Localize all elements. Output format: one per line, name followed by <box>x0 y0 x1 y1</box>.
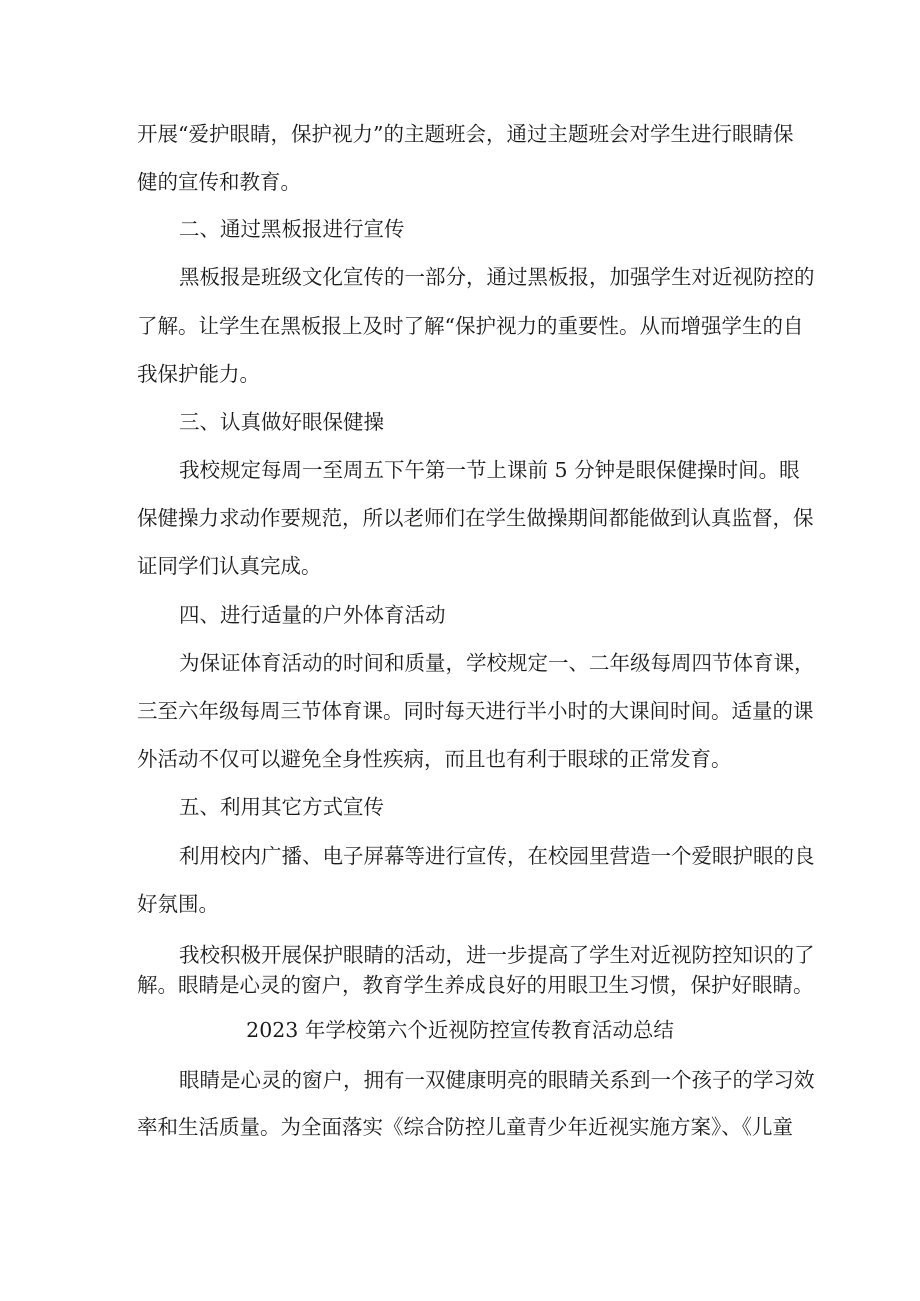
body-text-line: 黑板报是班级文化宣传的一部分，通过黑板报，加强学生对近视防控的 <box>179 265 815 289</box>
body-text-line: 我保护能力。 <box>137 362 260 386</box>
body-text-line: 为保证体育活动的时间和质量，学校规定一、二年级每周四节体育课， <box>179 651 815 675</box>
body-text-line: 外活动不仅可以避免全身性疾病，而且也有利于眼球的正常发育。 <box>137 747 732 771</box>
document-title: 2023 年学校第六个近视防控宣传教育活动总结 <box>246 1018 674 1042</box>
body-text-line: 了解。让学生在黑板报上及时了解“保护视力的重要性。从而增强学生的自 <box>137 314 804 338</box>
body-text-line: 眼睛是心灵的窗户，拥有一双健康明亮的眼睛关系到一个孩子的学习效 <box>179 1068 815 1092</box>
body-text-line: 健的宣传和教育。 <box>137 170 301 194</box>
body-text-line: 好氛围。 <box>137 892 219 916</box>
body-text-line: 利用校内广播、电子屏幕等进行宣传，在校园里营造一个爱眼护眼的良 <box>179 844 815 868</box>
body-text-line: 我校积极开展保护眼睛的活动，进一步提高了学生对近视防控知识的了 <box>179 943 815 967</box>
body-text-line: 保健操力求动作要规范，所以老师们在学生做操期间都能做到认真监督，保 <box>137 506 814 530</box>
body-text-line: 证同学们认真完成。 <box>137 554 322 578</box>
section-heading: 二、通过黑板报进行宣传 <box>179 217 405 241</box>
section-heading: 四、进行适量的户外体育活动 <box>179 603 446 627</box>
section-heading: 三、认真做好眼保健操 <box>179 410 384 434</box>
body-text-line: 我校规定每周一至周五下午第一节上课前 5 分钟是眼保健操时间。眼 <box>179 458 800 482</box>
body-text-line: 三至六年级每周三节体育课。同时每天进行半小时的大课间时间。适量的课 <box>137 699 814 723</box>
body-text-line: 率和生活质量。为全面落实《综合防控儿童青少年近视实施方案》、《儿童 <box>137 1115 793 1139</box>
body-text-line: 解。眼睛是心灵的窗户，教育学生养成良好的用眼卫生习惯，保护好眼睛。 <box>137 973 814 997</box>
body-text-line: 开展“爱护眼睛，保护视力”的主题班会，通过主题班会对学生进行眼睛保 <box>137 122 794 146</box>
section-heading: 五、利用其它方式宣传 <box>179 795 384 819</box>
